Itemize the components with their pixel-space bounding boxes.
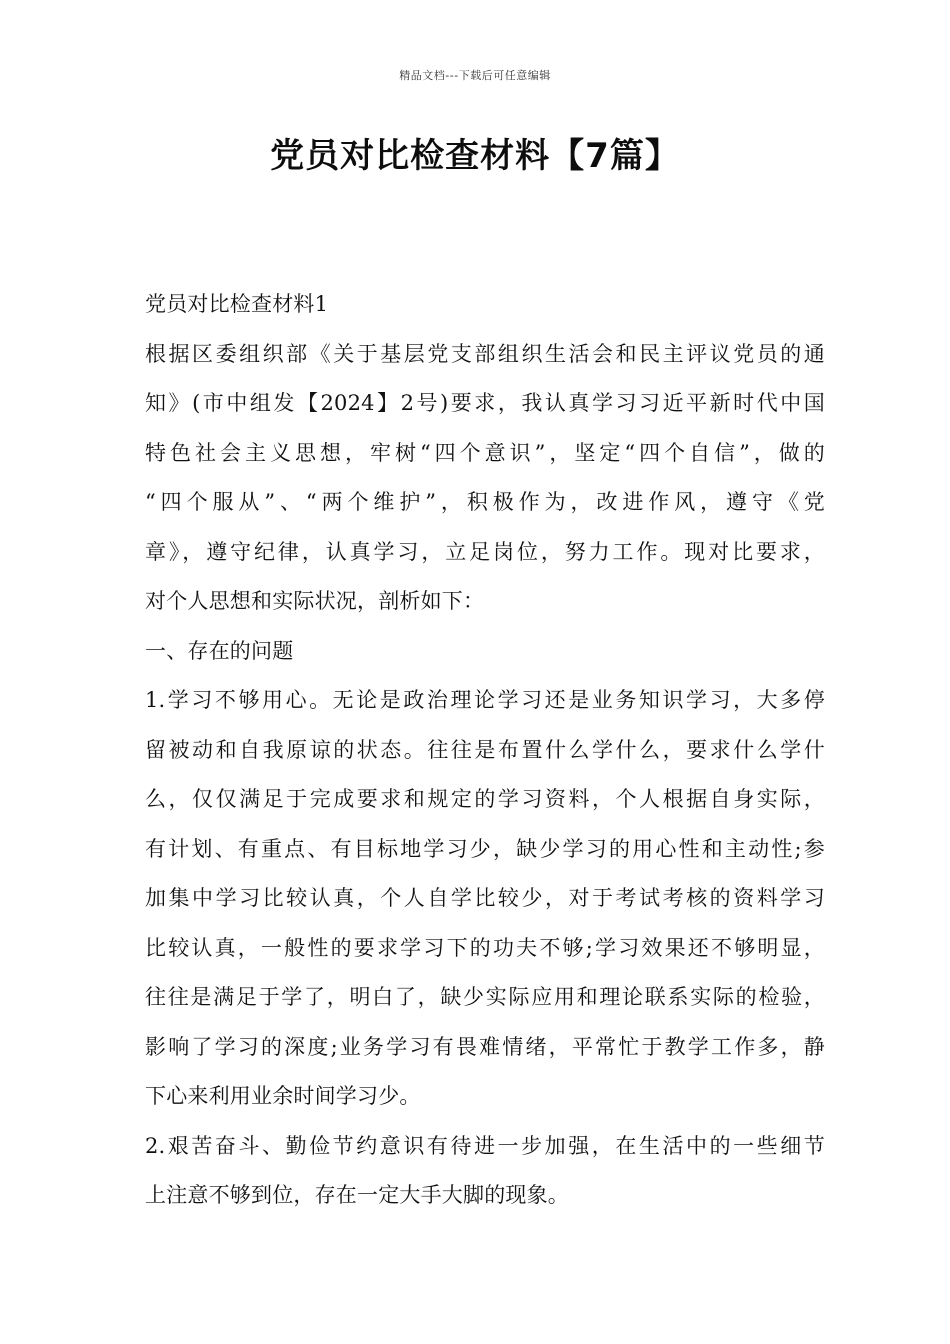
paragraph-line: 知》(市中组发【2024】2号)要求，我认真学习习近平新时代中国 [145,391,825,415]
paragraph-line: 特色社会主义思想，牢树“四个意识”，坚定“四个自信”，做的 [145,440,825,465]
document-title: 党员对比检查材料【7篇】 [270,136,680,176]
header-note: 精品文档---下载后可任意编辑 [399,69,551,82]
paragraph-line: 对个人思想和实际状况，剖析如下： [145,589,485,613]
paragraph-line: 章》，遵守纪律，认真学习，立足岗位，努力工作。现对比要求， [145,539,825,564]
paragraph-line: “四个服从”、“两个维护”，积极作为，改进作风，遵守《党 [145,490,825,514]
item-line: 留被动和自我原谅的状态。往往是布置什么学什么，要求什么学什 [145,737,825,762]
item-line: 2.艰苦奋斗、勤俭节约意识有待进一步加强，在生活中的一些细节 [145,1133,825,1158]
item-line: 比较认真，一般性的要求学习下的功夫不够;学习效果还不够明显， [145,935,825,960]
item-line: 下心来利用业余时间学习少。 [145,1084,421,1108]
item-line: 有计划、有重点、有目标地学习少，缺少学习的用心性和主动性;参 [145,836,825,861]
item-line: 加集中学习比较认真，个人自学比较少，对于考试考核的资料学习 [145,886,825,910]
document-body [145,280,825,1221]
item-line: 上注意不够到位，存在一定大手大脚的现象。 [145,1183,569,1207]
item-line: 1.学习不够用心。无论是政治理论学习还是业务知识学习，大多停 [145,688,825,712]
subheading: 一、存在的问题 [145,638,294,663]
item-line: 往往是满足于学了，明白了，缺少实际应用和理论联系实际的检验， [145,985,825,1009]
item-line: 么，仅仅满足于完成要求和规定的学习资料，个人根据自身实际， [145,787,825,811]
section-heading: 党员对比检查材料1 [145,292,329,316]
paragraph-line: 根据区委组织部《关于基层党支部组织生活会和民主评议党员的通 [145,341,825,366]
item-line: 影响了学习的深度;业务学习有畏难情绪，平常忙于教学工作多，静 [145,1034,825,1059]
